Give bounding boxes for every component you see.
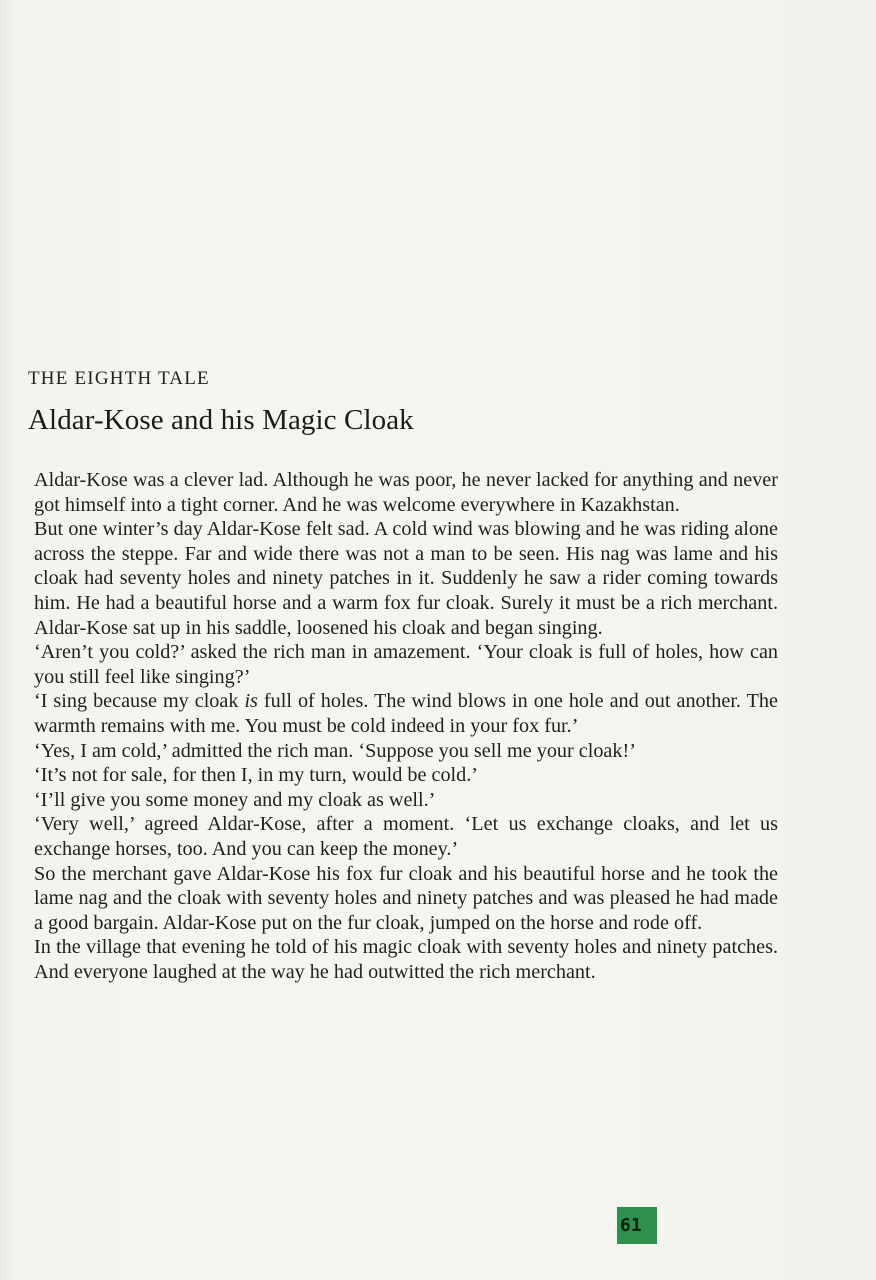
paragraph: In the village that evening he told of his magic cloak with seventy holes and ninety patches. And everyone laughed at the way he had outwitted the rich merchant. [34,936,778,983]
paragraph: Aldar-Kose was a clever lad. Although he was poor, he never lacked for anything and never got himself into a tight corner. And he was welcome everywhere in Kazakhstan. [34,469,778,516]
tale-label: THE EIGHTH TALE [28,368,210,389]
paragraph: So the merchant gave Aldar-Kose his fox fur cloak and his beautiful horse and he took the lame nag and the cloak with seventy holes and ninety patches and was pleased he had made a good bargain. Aldar-Kose put on the fur cloak, jumped on the horse and rode off. [34,862,778,934]
emphasized-word: is [244,690,258,713]
paragraph: ‘Very well,’ agreed Aldar-Kose, after a moment. ‘Let us exchange cloaks, and let us exchange horses, too. And you can keep the money.’ [34,813,778,860]
story-body [34,468,778,984]
paragraph: But one winter’s day Aldar-Kose felt sad. A cold wind was blowing and he was riding alone across the steppe. Far and wide there was not a man to be seen. His nag was lame and his cloak had seventy holes and ninety patches in it. Suddenly he saw a rider coming towards him. He had a beautiful horse and a warm fox fur cloak. Surely it must be a rich merchant. Aldar-Kose sat up in his saddle, loosened his cloak and began singing. [34,518,778,639]
paragraph: ‘It’s not for sale, for then I, in my turn, would be cold.’ [34,764,479,787]
paragraph-emphasis [34,689,778,738]
page-number: 61 [617,1207,657,1244]
tale-title: Aldar-Kose and his Magic Cloak [28,404,414,436]
paragraph-part: ‘I sing because my cloak [34,690,245,713]
paragraph-part: full of holes. The wind blows in one hole and out another. The warmth remains with me. You must be cold indeed in your fox fur.’ [34,690,778,737]
paragraph: ‘I’ll give you some money and my cloak as well.’ [34,788,436,811]
paragraph: ‘Aren’t you cold?’ asked the rich man in amazement. ‘Your cloak is full of holes, how can you still feel like singing?’ [34,641,778,688]
paragraph: ‘Yes, I am cold,’ admitted the rich man. ‘Suppose you sell me your cloak!’ [34,739,636,762]
